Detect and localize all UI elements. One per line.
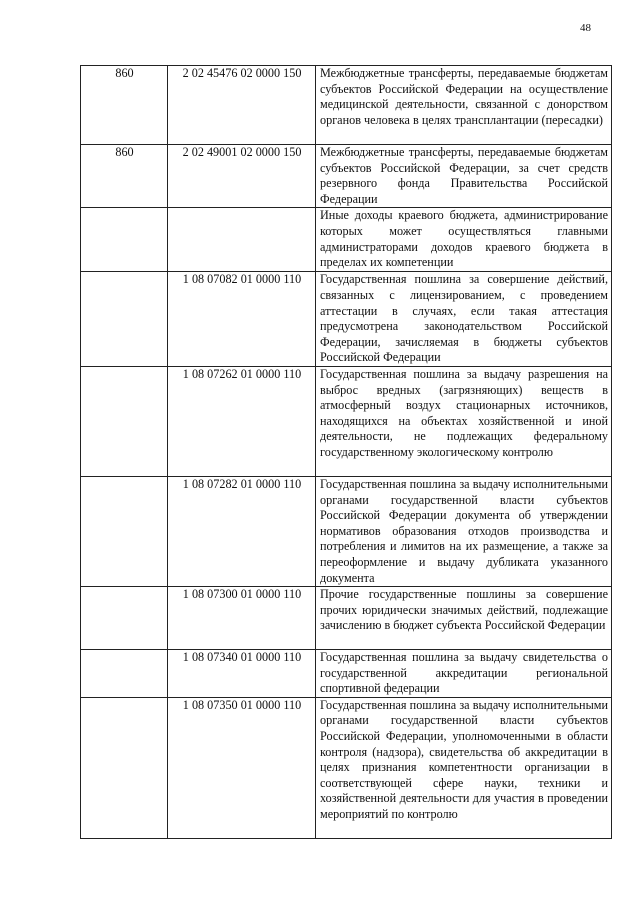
admin-code-cell: 860 (81, 66, 168, 145)
kbk-code-cell: 1 08 07262 01 0000 110 (168, 366, 316, 476)
description-cell: Государственная пошлина за выдачу исполнительными органами государственной власти субъектов Российской Федерации документа об утверждении нормативов образования отходов производства и потребления и лимитов на их размещение, а также за переоформление и выдачу дубликата указанного документа (316, 476, 612, 586)
description-cell: Иные доходы краевого бюджета, администрирование которых может осуществляться главными администраторами доходов краевого бюджета в пределах их компетенции (316, 208, 612, 272)
admin-code-cell (81, 697, 168, 838)
table-row (81, 66, 612, 145)
admin-code-cell (81, 366, 168, 476)
table-row (81, 366, 612, 476)
admin-code-cell (81, 650, 168, 698)
table-row (81, 587, 612, 650)
description-cell: Межбюджетные трансферты, передаваемые бюджетам субъектов Российской Федерации, за счет средств резервного фонда Правительства Российской Федерации (316, 145, 612, 208)
admin-code-cell (81, 272, 168, 367)
admin-code-cell (81, 208, 168, 272)
description-cell: Государственная пошлина за выдачу свидетельства о государственной аккредитации региональной спортивной федерации (316, 650, 612, 698)
description-cell: Межбюджетные трансферты, передаваемые бюджетам субъектов Российской Федерации на осуществление медицинской деятельности, связанной с донорством органов человека в целях трансплантации (пересадки) (316, 66, 612, 145)
budget-revenue-table (80, 65, 612, 839)
table-row (81, 145, 612, 208)
kbk-code-cell: 1 08 07340 01 0000 110 (168, 650, 316, 698)
kbk-code-cell: 1 08 07300 01 0000 110 (168, 587, 316, 650)
table-row (81, 476, 612, 586)
description-cell: Прочие государственные пошлины за совершение прочих юридически значимых действий, подлежащие зачислению в бюджет субъекта Российской Федерации (316, 587, 612, 650)
kbk-code-cell: 2 02 49001 02 0000 150 (168, 145, 316, 208)
kbk-code-cell: 1 08 07082 01 0000 110 (168, 272, 316, 367)
kbk-code-cell (168, 208, 316, 272)
kbk-code-cell: 1 08 07282 01 0000 110 (168, 476, 316, 586)
admin-code-cell (81, 587, 168, 650)
table-row (81, 650, 612, 698)
page-number: 48 (580, 22, 591, 34)
table-row (81, 272, 612, 367)
kbk-code-cell: 1 08 07350 01 0000 110 (168, 697, 316, 838)
description-cell: Государственная пошлина за выдачу исполнительными органами государственной власти субъектов Российской Федерации, уполномоченными в области контроля (надзора), свидетельства об аккредитации в целях признания компетентности организации в соответствующей сфере науки, техники и хозяйственной деятельности для участия в проведении мероприятий по контролю (316, 697, 612, 838)
admin-code-cell (81, 476, 168, 586)
table-row (81, 697, 612, 838)
description-cell: Государственная пошлина за выдачу разрешения на выброс вредных (загрязняющих) веществ в атмосферный воздух стационарных источников, находящихся на объектах хозяйственной и иной деятельности, не подлежащих федеральному государственному экологическому контролю (316, 366, 612, 476)
admin-code-cell: 860 (81, 145, 168, 208)
kbk-code-cell: 2 02 45476 02 0000 150 (168, 66, 316, 145)
description-cell: Государственная пошлина за совершение действий, связанных с лицензированием, с проведением аттестации в случаях, если такая аттестация предусмотрена законодательством Российской Федерации, зачисляемая в бюджеты субъектов Российской Федерации (316, 272, 612, 367)
table-row (81, 208, 612, 272)
